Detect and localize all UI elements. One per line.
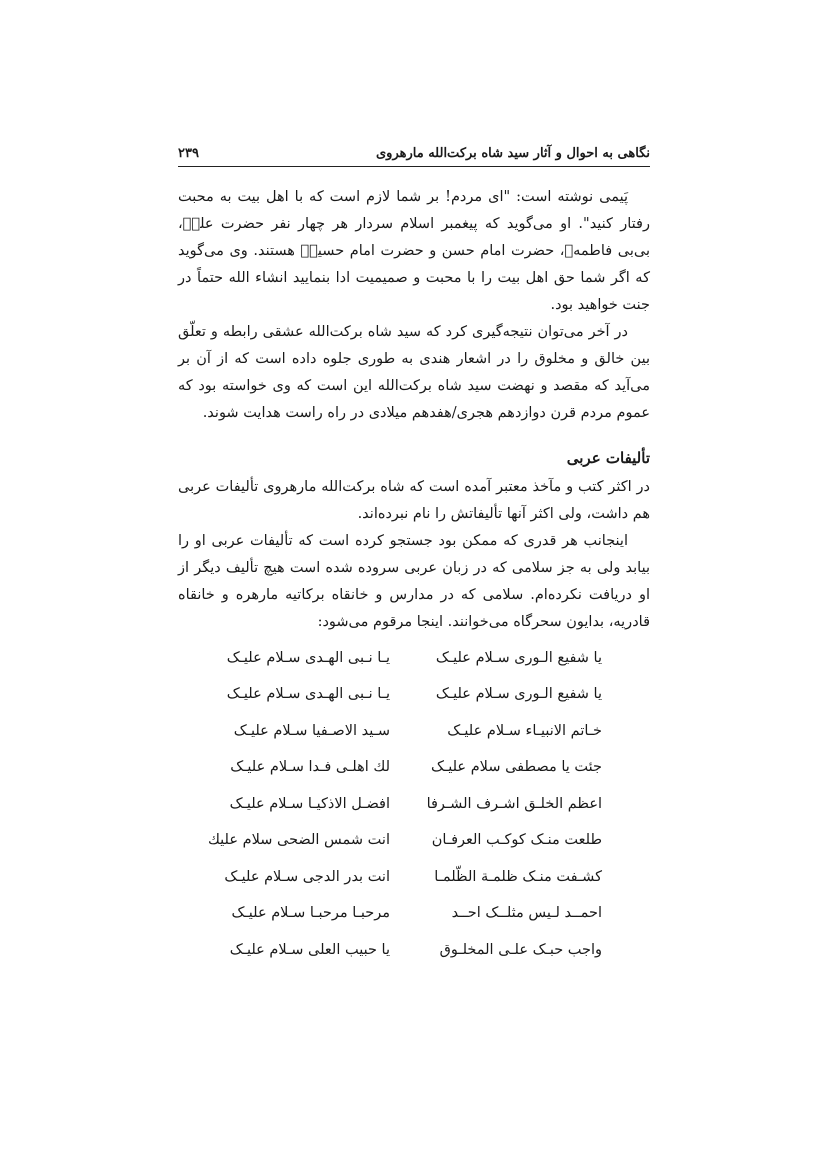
poem-hemistich-second: یـا نـبی الهـدی سـلام علیـک [226,686,390,703]
poem-hemistich-second: مرحبـا مرحبـا سـلام علیـک [231,905,390,922]
paragraph: اینجانب هر قدری که ممکن بود جستجو کرده است که تألیفات عربی او را بیابد ولی به جز سلامی که در زبان عربی سروده شده است هیچ تألیف دیگر از او دریافت نکرده‌ام. سلامی که در مدارس و خانقاه برکاتیه مارهره و خانقاه قادریه، بدایون سحرگاه می‌خوانند. اینجا مرقوم می‌شود: [178,533,650,630]
poem-hemistich-first: یا شفیع الـوری سـلام علیـک [435,649,602,666]
paragraph: پَیمی نوشته است: "ای مردم! بر شما لازم است که با اهل بیت به محبت رفتار کنید". او می‌گوید که پیغمبر اسلام سردار هر چهار نفر حضرت علیؑ، بی‌بی فاطمه‌ؑ، حضرت امام حسن و حضرت امام حسینؑ هستند. وی می‌گوید که اگر شما حق اهل بیت را با محبت و صمیمیت ادا بنمایید انشاء الله حتماً در جنت خواهید بود. [178,189,650,313]
poem-hemistich-first: جئت یا مصطفی سلام علیـک [431,759,602,776]
poem-hemistich-second: افضـل الاذکیـا سـلام علیـک [229,795,390,812]
poem-hemistich-second: لك اهلـی فـدا سـلام علیـک [230,759,390,776]
poem-hemistich-first: طلعت منـک کوکـب العرفـان [431,832,602,849]
poem-hemistich-second: انت بدر الدجی سـلام علیـک [224,868,390,885]
section-heading: تألیفات عربی [566,449,650,467]
poem-verse [202,713,602,750]
poem-verse [202,677,602,714]
poem-hemistich-second: انت شمس الضحی سلام علیك [207,832,390,849]
paragraph: در آخر می‌توان نتیجه‌گیری کرد که سید شاه برکت‌الله عشقی رابطه و تعلّق بین خالق و مخلوق را در اشعار هندی به طوری جلوه داده است که از آن بر می‌آید که مقصد و نهضت سید شاه برکت‌الله این است که وی خواسته بود که عموم مردم قرن دوازدهم هجری/هفدهم میلادی در راه راست هدایت شوند. [178,324,650,421]
running-title: نگاهی به احوال و آثار سید شاه برکت‌الله مارهروی [376,145,650,161]
poem-hemistich-second: یا حبیب العلی سـلام علیـک [229,941,390,958]
poem-verse [202,859,602,896]
poem-verse [202,786,602,823]
poem-hemistich-first: یا شفیع الـوری سـلام علیـک [435,686,602,703]
poem-verse [202,640,602,677]
poem-hemistich-first: واجب حبـک علـی المخلـوق [439,941,602,958]
page-number: ۲۳۹ [178,145,199,161]
poem-hemistich-second: یـا نـبی الهـدی سـلام علیـک [226,649,390,666]
page-header [178,140,650,167]
poem-hemistich-first: خـاتم الانبیـاء سـلام علیـک [447,722,602,739]
poem [202,640,602,969]
poem-verse [202,896,602,933]
poem-verse [202,823,602,860]
poem-hemistich-first: اعظم الخلـق اشـرف الشـرفا [426,795,602,812]
poem-hemistich-first: احمــد لـیس مثلــک احــد [451,905,602,922]
poem-verse [202,932,602,969]
page-body [178,184,650,969]
poem-hemistich-second: سـید الاصـفیا سـلام علیـک [233,722,390,739]
paragraph: در اکثر کتب و مآخذ معتبر آمده است که شاه برکت‌الله مارهروی تألیفات عربی هم داشت، ولی اکثر آنها تألیفاتش را نام نبرده‌اند. [178,479,650,522]
poem-hemistich-first: کشـفت منـک ظلمـة الظّلمـا [434,868,602,885]
poem-verse [202,750,602,787]
